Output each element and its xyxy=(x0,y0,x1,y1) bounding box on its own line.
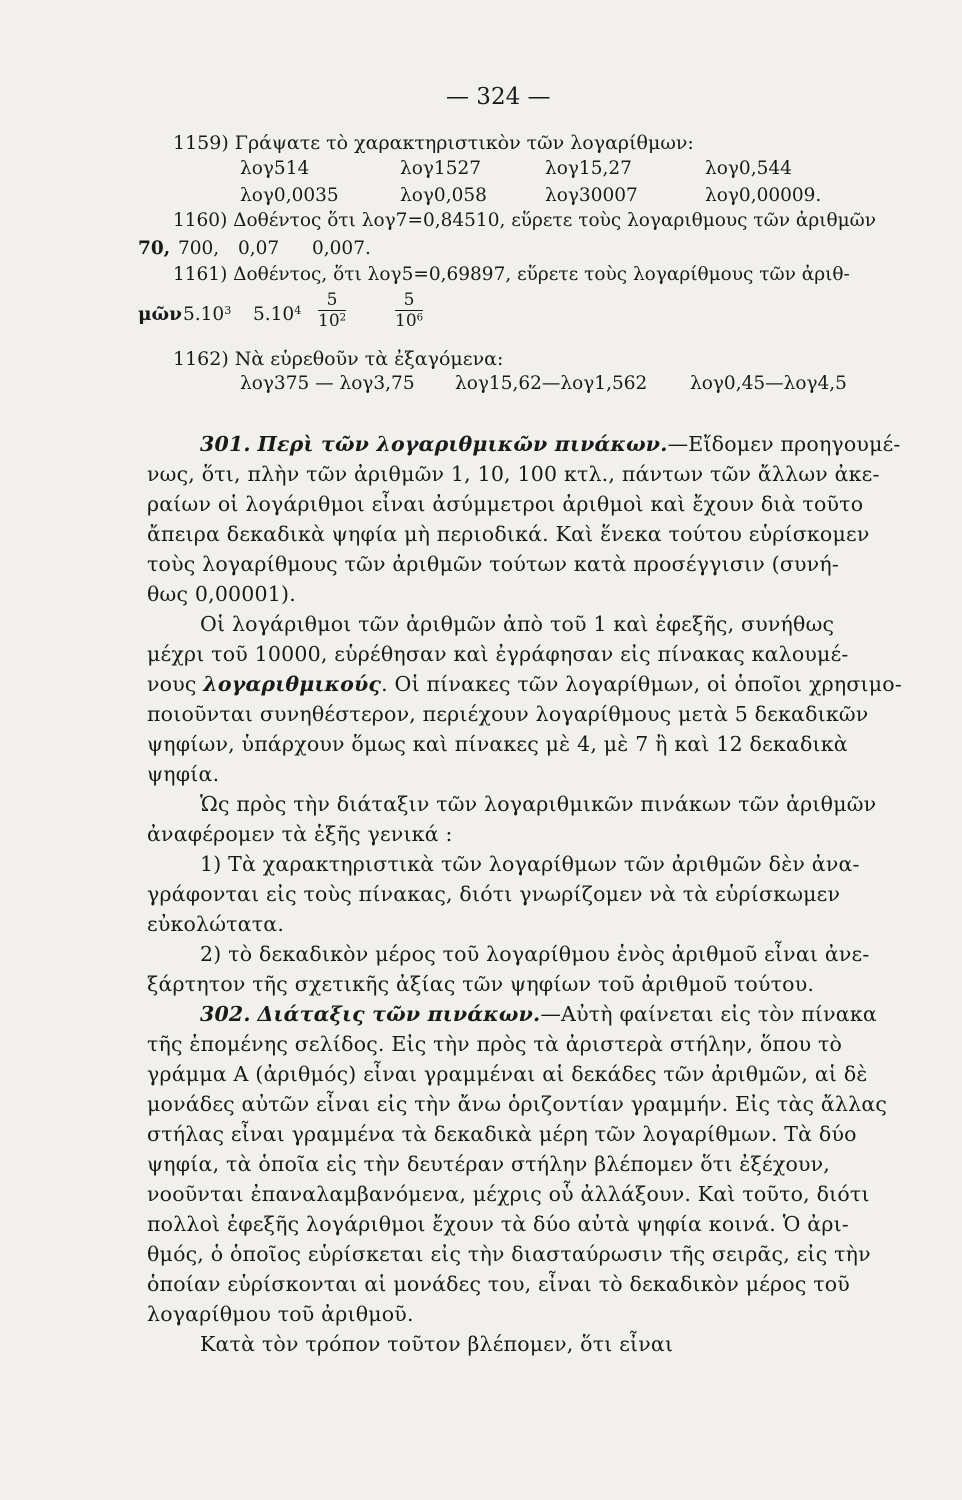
paragraph-line: Κατὰ τὸν τρόπον τοῦτον βλέπομεν, ὅτι εἶναι xyxy=(200,1332,674,1356)
paragraph-line: Ὡς πρὸς τὴν διάταξιν τῶν λογαριθμικῶν πινάκων τῶν ἀριθμῶν xyxy=(200,792,877,816)
paragraph-line: ὁποίαν εὑρίσκονται αἱ μονάδες του, εἶναι τὸ δεκαδικὸν μέρος τοῦ xyxy=(147,1272,850,1296)
exercise-1159-item: λογ0,00009. xyxy=(705,185,822,206)
paragraph-line: εὐκολώτατα. xyxy=(147,912,285,936)
paragraph-line: θως 0,00001). xyxy=(147,582,296,606)
section-302-heading: 302. Διάταξις τῶν πινάκων.—Αὐτὴ φαίνεται εἰς τὸν πίνακα xyxy=(200,1002,877,1026)
paragraph-line: ἀναφέρομεν τὰ ἑξῆς γενικά : xyxy=(147,822,453,846)
exercise-1159-item: λογ30007 xyxy=(545,185,638,206)
page-number: — 324 — xyxy=(446,84,551,110)
exercise-1159-item: λογ514 xyxy=(240,158,310,179)
exercise-1159-item: λογ0,544 xyxy=(705,158,792,179)
paragraph-line: νοοῦνται ἐπαναλαμβανόμενα, μέχρις οὗ ἀλλάξουν. Καὶ τοῦτο, διότι xyxy=(147,1182,870,1206)
paragraph-line: γράφονται εἰς τοὺς πίνακας, διότι γνωρίζομεν νὰ τὰ εὑρίσκωμεν xyxy=(147,882,841,906)
exercise-1160-item: 0,007. xyxy=(312,238,371,259)
paragraph-line: ἄπειρα δεκαδικὰ ψηφία μὴ περιοδικά. Καὶ ἕνεκα τούτου εὑρίσκομεν xyxy=(147,522,870,546)
exercise-1162-item: λογ375 — λογ3,75 xyxy=(240,373,415,394)
paragraph-line: μονάδες αὐτῶν εἶναι εἰς τὴν ἄνω ὁριζοντίαν γραμμήν. Εἰς τὰς ἄλλας xyxy=(147,1092,888,1116)
fraction: $\frac{5}{10^6}$ xyxy=(395,290,424,331)
section-301-heading: 301. Περὶ τῶν λογαριθμικῶν πινάκων.—Εἴδομεν προηγουμέ- xyxy=(200,432,901,456)
paragraph-line: ξάρτητον τῆς σχετικῆς ἀξίας τῶν ψηφίων τοῦ ἀριθμοῦ τούτου. xyxy=(147,972,815,996)
fraction: $\frac{5}{10^2}$ xyxy=(318,290,347,331)
exercise-1160-prefix: 70, xyxy=(138,238,171,259)
paragraph-line: στήλας εἶναι γραμμένα τὰ δεκαδικὰ μέρη τῶν λογαρίθμων. Τὰ δύο xyxy=(147,1122,857,1146)
paragraph-line: μέχρι τοῦ 10000, εὑρέθησαν καὶ ἐγράφησαν εἰς πίνακας καλουμέ- xyxy=(147,642,849,666)
paragraph-line: τῆς ἑπομένης σελίδος. Εἰς τὴν πρὸς τὰ ἀριστερὰ στήλην, ὅπου τὸ xyxy=(147,1032,843,1056)
exercise-1162-intro: 1162) Νὰ εὑρεθοῦν τὰ ἐξαγόμενα: xyxy=(173,348,504,370)
exercise-1159-item: λογ0,058 xyxy=(400,185,487,206)
paragraph-line: θμός, ὁ ὁποῖος εὑρίσκεται εἰς τὴν διασταύρωσιν τῆς σειρᾶς, εἰς τὴν xyxy=(147,1242,871,1266)
paragraph-line: ψηφία. xyxy=(147,762,220,786)
exercise-1161-line1: 1161) Δοθέντος, ὅτι λογ5=0,69897, εὕρετε τοὺς λογαρίθμους τῶν ἀριθ- xyxy=(173,264,850,285)
exercise-1159-intro: 1159) Γράψατε τὸ χαρακτηριστικὸν τῶν λογαρίθμων: xyxy=(173,132,694,154)
exercise-1161-prefix: μῶν xyxy=(138,304,182,325)
exercise-1159-item: λογ15,27 xyxy=(545,158,632,179)
paragraph-line: 2) τὸ δεκαδικὸν μέρος τοῦ λογαρίθμου ἑνὸς ἀριθμοῦ εἶναι ἀνε- xyxy=(200,942,870,966)
paragraph-line: 1) Τὰ χαρακτηριστικὰ τῶν λογαρίθμων τῶν ἀριθμῶν δὲν ἀνα- xyxy=(200,852,860,876)
exercise-1159-item: λογ0,0035 xyxy=(240,185,339,206)
paragraph-line: τοὺς λογαρίθμους τῶν ἀριθμῶν τούτων κατὰ προσέγγισιν (συνή- xyxy=(147,552,839,576)
exercise-1162-item: λογ0,45—λογ4,5 xyxy=(690,373,847,394)
paragraph-line: νως, ὅτι, πλὴν τῶν ἀριθμῶν 1, 10, 100 κτλ., πάντων τῶν ἄλλων ἀκε- xyxy=(147,462,880,486)
paragraph-line: λογαρίθμου τοῦ ἀριθμοῦ. xyxy=(147,1302,414,1326)
paragraph-line: νους λογαριθμικούς. Οἱ πίνακες τῶν λογαρίθμων, οἱ ὁποῖοι χρησιμο- xyxy=(147,672,902,696)
paragraph-line: ραίων οἱ λογάριθμοι εἶναι ἀσύμμετροι ἀριθμοὶ καὶ ἔχουν διὰ τοῦτο xyxy=(147,492,864,516)
power-expression: 5.10$^3$ xyxy=(183,304,232,326)
paragraph-line: Οἱ λογάριθμοι τῶν ἀριθμῶν ἀπὸ τοῦ 1 καὶ ἐφεξῆς, συνήθως xyxy=(200,612,835,636)
exercise-1160-item: 0,07 xyxy=(238,238,280,259)
paragraph-line: ψηφίων, ὑπάρχουν ὅμως καὶ πίνακες μὲ 4, μὲ 7 ἢ καὶ 12 δεκαδικὰ xyxy=(147,732,848,756)
exercise-1160-line1: 1160) Δοθέντος ὅτι λογ7=0,84510, εὕρετε τοὺς λογαριθμους τῶν ἀριθμῶν xyxy=(173,210,876,231)
paragraph-line: γράμμα Α (ἀριθμός) εἶναι γραμμέναι αἱ δεκάδες τῶν ἀριθμῶν, αἱ δὲ xyxy=(147,1062,868,1086)
exercise-1159-item: λογ1527 xyxy=(400,158,482,179)
power-expression: 5.10$^4$ xyxy=(253,304,302,326)
exercise-1160-item: 700, xyxy=(178,238,220,259)
paragraph-line: ψηφία, τὰ ὁποῖα εἰς τὴν δευτέραν στήλην βλέπομεν ὅτι ἐξέχουν, xyxy=(147,1152,831,1176)
exercise-1162-item: λογ15,62—λογ1,562 xyxy=(455,373,648,394)
paragraph-line: πολλοὶ ἐφεξῆς λογάριθμοι ἔχουν τὰ δύο αὐτὰ ψηφία κοινά. Ὁ ἀρι- xyxy=(147,1212,849,1236)
paragraph-line: ποιοῦνται συνηθέστερον, περιέχουν λογαρίθμους μετὰ 5 δεκαδικῶν xyxy=(147,702,869,726)
